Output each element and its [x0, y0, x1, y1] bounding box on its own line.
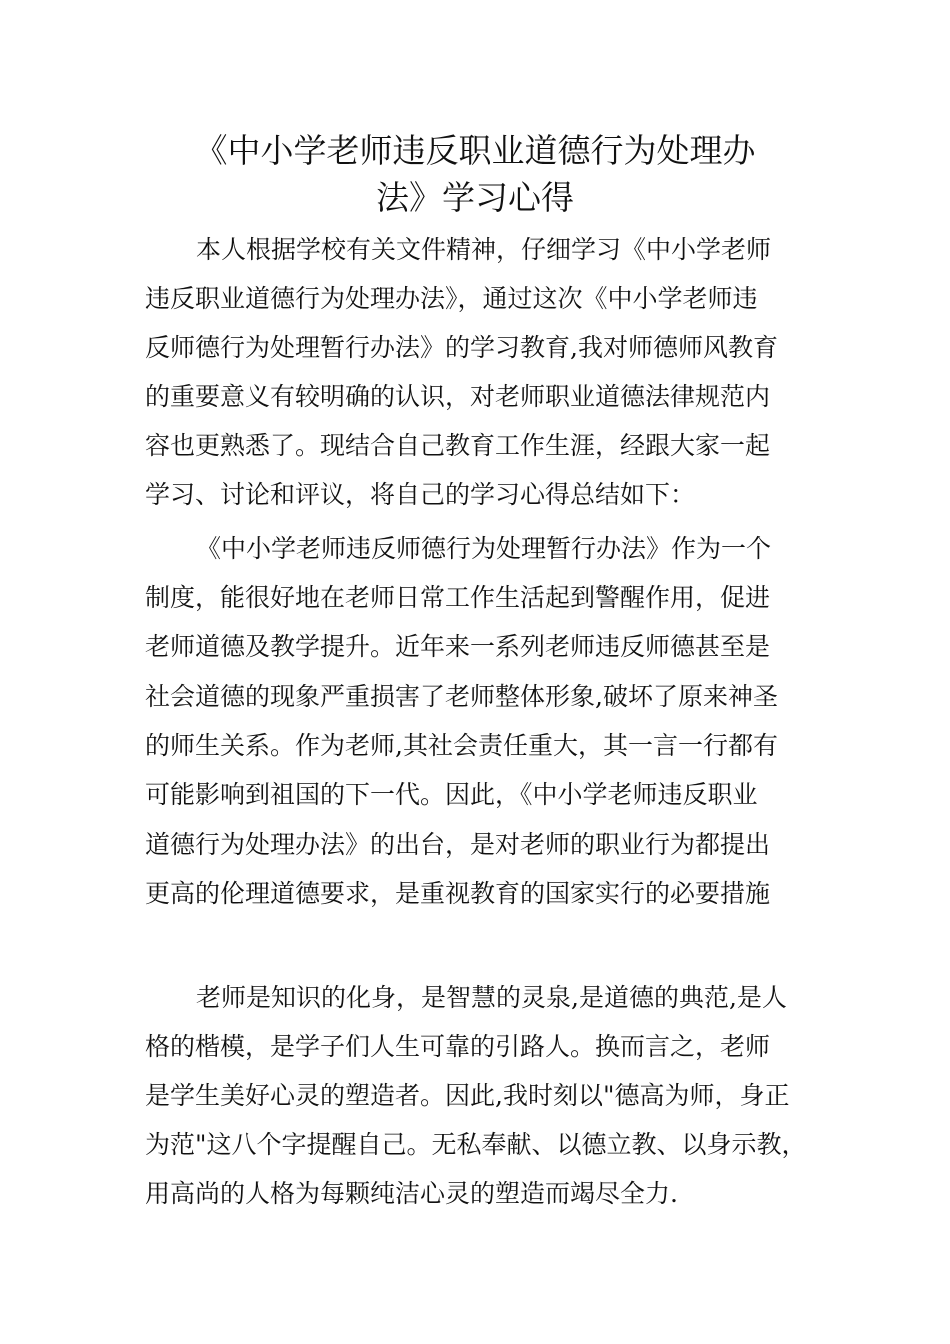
paragraph-1-line-4: 的重要意义有较明确的认识，对老师职业道德法律规范内 — [145, 382, 771, 411]
document-title-line-1: 《中小学老师违反职业道德行为处理办 — [194, 131, 756, 170]
paragraph-1-line-1: 本人根据学校有关文件精神，仔细学习《中小学老师 — [196, 235, 772, 264]
paragraph-2-line-4: 社会道德的现象严重损害了老师整体形象,破坏了原来神圣 — [145, 682, 778, 711]
paragraph-2-line-7: 道德行为处理办法》的出台，是对老师的职业行为都提出 — [145, 830, 771, 859]
paragraph-3-line-5: 用高尚的人格为每颗纯洁心灵的塑造而竭尽全力. — [145, 1179, 678, 1208]
paragraph-2-line-6: 可能影响到祖国的下一代。因此，《中小学老师违反职业 — [145, 780, 758, 809]
paragraph-1-line-3: 反师德行为处理暂行办法》的学习教育,我对师德师风教育 — [145, 333, 778, 362]
paragraph-2-line-1: 《中小学老师违反师德行为处理暂行办法》作为一个 — [196, 534, 772, 563]
paragraph-2-line-8: 更高的伦理道德要求，是重视教育的国家实行的必要措施 — [145, 879, 771, 908]
paragraph-3-line-3: 是学生美好心灵的塑造者。因此,我时刻以"德高为师，身正 — [145, 1081, 790, 1110]
paragraph-2-line-2: 制度，能很好地在老师日常工作生活起到警醒作用，促进 — [145, 583, 771, 612]
paragraph-3-line-1: 老师是知识的化身，是智慧的灵泉,是道德的典范,是人 — [196, 983, 787, 1012]
paragraph-1-line-5: 容也更熟悉了。现结合自己教育工作生涯，经跟大家一起 — [145, 431, 771, 460]
paragraph-3-line-4: 为范"这八个字提醒自己。无私奉献、以德立教、以身示教， — [145, 1130, 807, 1159]
paragraph-1-line-6: 学习、讨论和评议，将自己的学习心得总结如下： — [145, 480, 696, 509]
document-title-line-2: 法》学习心得 — [376, 178, 574, 217]
paragraph-1-line-2: 违反职业道德行为处理办法》，通过这次《中小学老师违 — [145, 284, 758, 313]
paragraph-2-line-5: 的师生关系。作为老师,其社会责任重大，其一言一行都有 — [145, 731, 778, 760]
paragraph-3-line-2: 格的楷模，是学子们人生可靠的引路人。换而言之，老师 — [145, 1032, 771, 1061]
paragraph-2-line-3: 老师道德及教学提升。近年来一系列老师违反师德甚至是 — [145, 632, 771, 661]
